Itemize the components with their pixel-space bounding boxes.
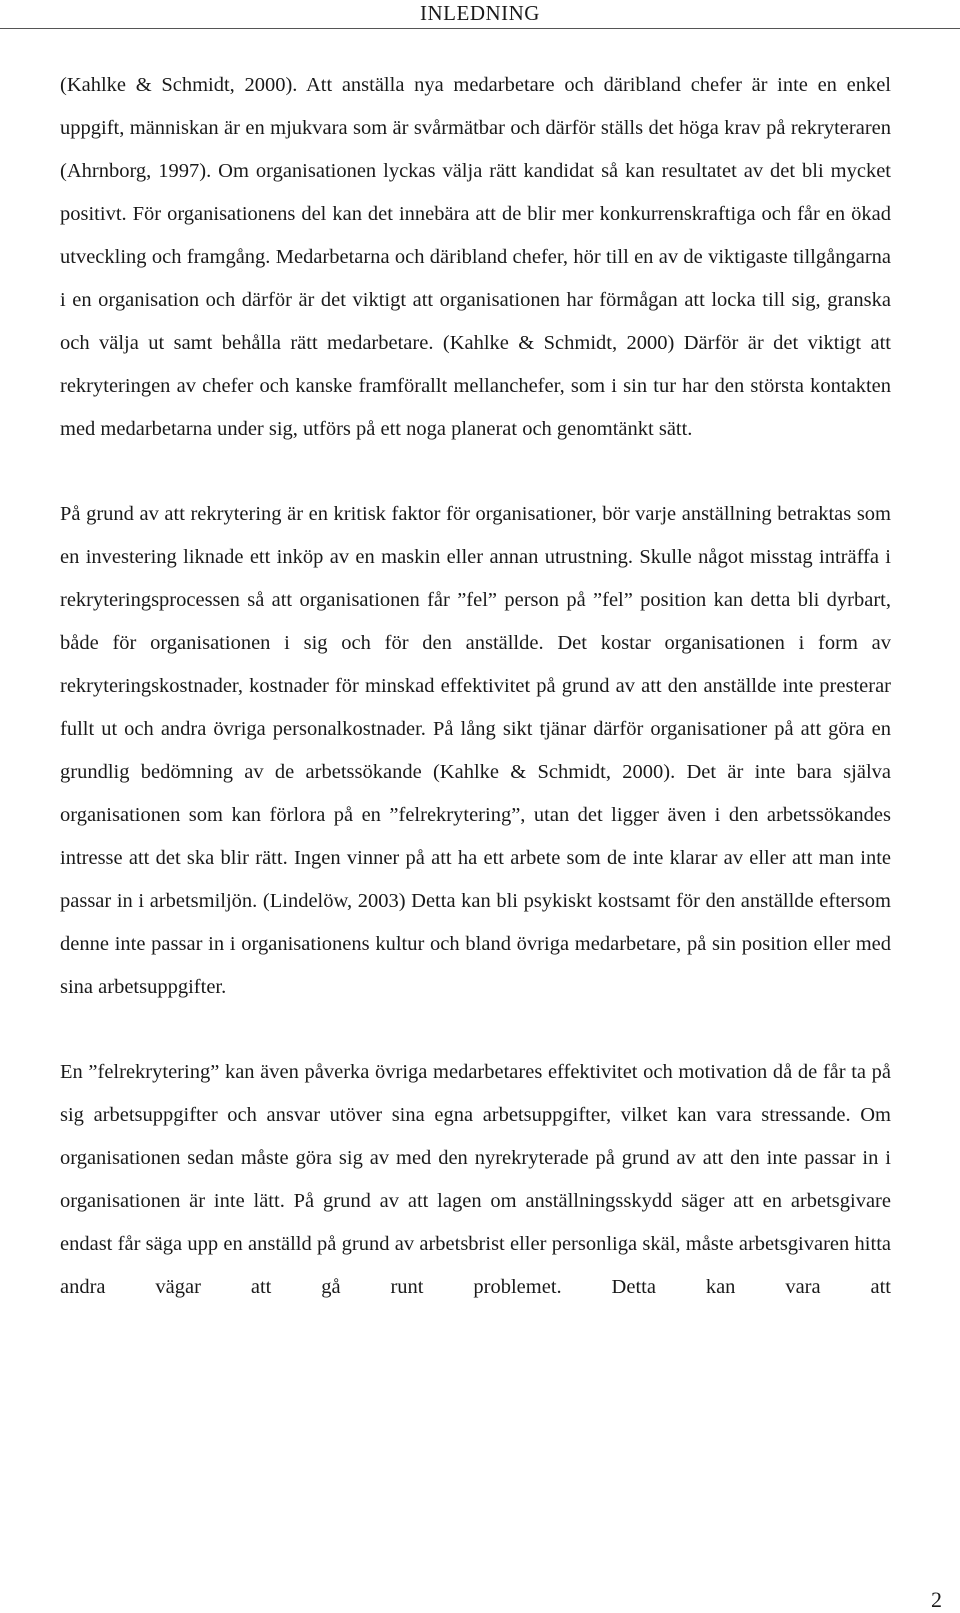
- paragraph-recruitment-importance: (Kahlke & Schmidt, 2000). Att anställa nya medarbetare och däribland chefer är inte en enkel uppgift, människan är en mjukvara som är svårmätbar och därför ställs det höga krav på rekryteraren (Ahrnborg, 1997). Om organisationen lyckas välja rätt kandidat så kan resultatet av det bli mycket positivt. För organisationens del kan det innebära att de blir mer konkurrenskraftiga och får en ökad utveckling och framgång. Medarbetarna och däribland chefer, hör till en av de viktigaste tillgångarna i en organisation och därför är det viktigt att organisationen har förmågan att locka till sig, granska och välja ut samt behålla rätt medarbetare. (Kahlke & Schmidt, 2000) Därför är det viktigt att rekryteringen av chefer och kanske framförallt mellanchefer, som i sin tur har den största kontakten med medarbetarna under sig, utförs på ett noga planerat och genomtänkt sätt.: [60, 74, 891, 440]
- page-number: 2: [931, 1587, 942, 1612]
- running-header-title: INLEDNING: [420, 1, 540, 25]
- paragraph-misrecruitment-effects: En ”felrekrytering” kan även påverka övriga medarbetares effektivitet och motivation då de får ta på sig arbetsuppgifter och ansvar utöver sina egna arbetsuppgifter, vilket kan vara stressande. Om organisationen sedan måste göra sig av med den nyrekryterade på grund av att den inte passar in i organisationen är inte lätt. På grund av att lagen om anställningsskydd säger att en arbetsgivare endast får säga upp en anställd på grund av arbetsbrist eller personliga skäl, måste arbetsgivaren hitta andra vägar att gå runt problemet. Detta kan vara att: [60, 1061, 891, 1298]
- paragraph-recruitment-investment: På grund av att rekrytering är en kritisk faktor för organisationer, bör varje anställning betraktas som en investering liknade ett inköp av en maskin eller annan utrustning. Skulle något misstag inträffa i rekryteringsprocessen så att organisationen får ”fel” person på ”fel” position kan detta bli dyrbart, både för organisationen i sig och för den anställde. Det kostar organisationen i form av rekryteringskostnader, kostnader för minskad effektivitet på grund av att den anställde inte presterar fullt ut och andra övriga personalkostnader. På lång sikt tjänar därför organisationer på att göra en grundlig bedömning av de arbetssökande (Kahlke & Schmidt, 2000). Det är inte bara själva organisationen som kan förlora på en ”felrekrytering”, utan det ligger även i den arbetssökandes intresse att det ska blir rätt. Ingen vinner på att ha ett arbete som de inte klarar av eller att man inte passar in i arbetsmiljön. (Lindelöw, 2003) Detta kan bli psykiskt kostsamt för den anställde eftersom denne inte passar in i organisationens kultur och bland övriga medarbetare, på sin position eller med sina arbetsuppgifter.: [60, 503, 891, 998]
- document-body: [60, 64, 891, 1309]
- header-divider: [0, 28, 960, 29]
